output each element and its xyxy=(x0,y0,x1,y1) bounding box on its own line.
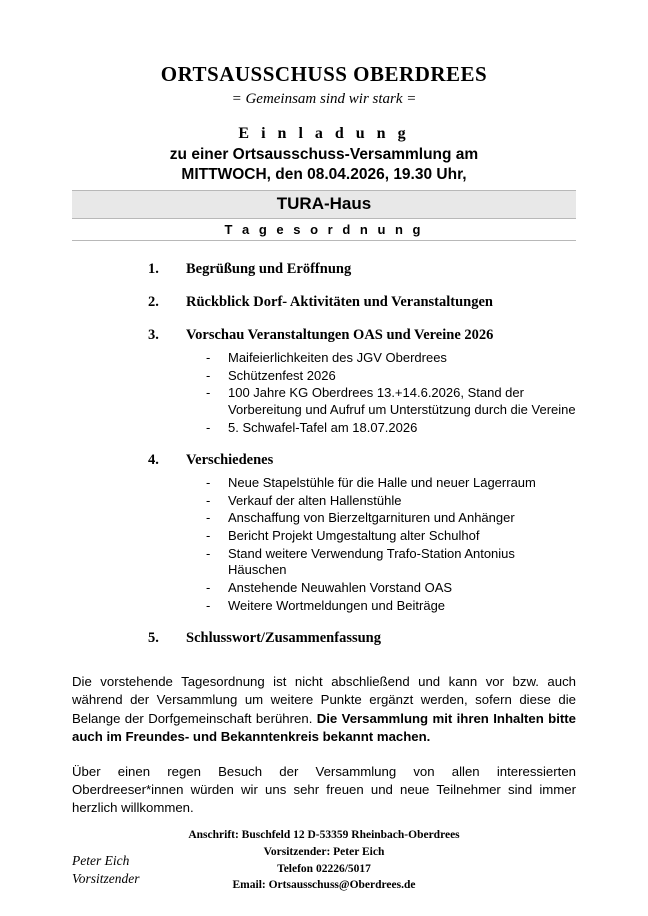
agenda-item xyxy=(80,630,576,647)
footer-phone: Telefon 02226/5017 xyxy=(277,862,371,875)
invitation-subject: zu einer Ortsausschuss-Versammlung am xyxy=(169,146,479,163)
agenda-subitem xyxy=(80,510,576,527)
agenda-subitem xyxy=(80,420,576,437)
agenda-item-title: Begrüßung und Eröffnung xyxy=(186,261,352,277)
agenda-subitem-list xyxy=(80,475,576,614)
dash-icon: - xyxy=(206,419,211,435)
agenda-item-title: Schlusswort/Zusammenfassung xyxy=(186,630,381,647)
paragraph-notice-plain: Die vorstehende Tagesordnung ist nicht abschließend und kann vor bzw. auch während der Versammlung um weitere Punkte ergänzt werden, sofern diese die Belange der Dorfgemeinschaft berühren. xyxy=(72,674,576,726)
agenda-subitem-text: 5. Schwafel-Tafel am 18.07.2026 xyxy=(228,419,418,435)
footer-chair: Vorsitzender: Peter Eich xyxy=(263,845,385,858)
agenda-item-title: Vorschau Veranstaltungen OAS und Vereine 2026 xyxy=(186,327,494,343)
agenda-subitem-text: Maifeierlichkeiten des JGV Oberdrees xyxy=(228,350,447,365)
agenda-subitem xyxy=(80,580,576,597)
invitation-word: E i n l a d u n g xyxy=(238,125,410,142)
dash-icon: - xyxy=(206,597,211,613)
dash-icon: - xyxy=(206,350,211,365)
dash-icon: - xyxy=(206,367,211,383)
agenda-subitem xyxy=(80,475,576,492)
document-footer xyxy=(0,827,648,894)
agenda-item-number: 4. xyxy=(148,452,159,469)
dash-icon: - xyxy=(206,492,211,508)
dash-icon: - xyxy=(206,475,211,491)
agenda-subitem-text: Neue Stapelstühle für die Halle und neuer Lagerraum xyxy=(228,475,536,491)
agenda-subitem xyxy=(80,493,576,510)
agenda-item-title: Rückblick Dorf- Aktivitäten und Veranstaltungen xyxy=(186,294,493,310)
agenda-subitem-text: Verkauf der alten Hallenstühle xyxy=(228,492,402,508)
invitation-datetime: MITTWOCH, den 08.04.2026, 19.30 Uhr, xyxy=(181,166,467,183)
venue-name: TURA-Haus xyxy=(276,194,372,213)
agenda-subitem xyxy=(80,385,576,418)
agenda-subitem-text: 100 Jahre KG Oberdrees 13.+14.6.2026, Stand der Vorbereitung und Aufruf um Unterstützung durch die Vereine xyxy=(228,385,576,417)
agenda-item-title: Verschiedenes xyxy=(186,452,274,469)
agenda-subitem xyxy=(80,528,576,545)
agenda-list xyxy=(72,261,576,647)
closing-paragraphs xyxy=(72,673,576,818)
agenda-item xyxy=(80,294,576,311)
footer-address: Anschrift: Buschfeld 12 D-53359 Rheinbach-Oberdrees xyxy=(188,829,460,842)
paragraph-notice-bold: Die Versammlung mit ihren Inhalten bitte auch im Freundes- und Bekanntenkreis bekannt machen. xyxy=(72,710,576,744)
invitation-header xyxy=(72,125,576,184)
agenda-subitem-text: Anstehende Neuwahlen Vorstand OAS xyxy=(228,579,453,595)
agenda-item xyxy=(80,452,576,469)
dash-icon: - xyxy=(206,385,211,401)
agenda-subitem xyxy=(80,598,576,615)
agenda-item xyxy=(80,261,576,278)
agenda-subitem xyxy=(80,546,576,579)
agenda-subitem-text: Bericht Projekt Umgestaltung alter Schulhof xyxy=(228,528,480,543)
agenda-subitem-text: Schützenfest 2026 xyxy=(228,367,336,383)
organization-motto: = Gemeinsam sind wir stark = xyxy=(231,91,417,107)
agenda-heading: T a g e s o r d n u n g xyxy=(72,219,576,241)
agenda-subitem-text: Stand weitere Verwendung Trafo-Station Antonius Häuschen xyxy=(228,545,515,578)
dash-icon: - xyxy=(206,510,211,526)
agenda-item-number: 5. xyxy=(148,630,159,647)
agenda-item xyxy=(80,327,576,344)
agenda-subitem-list xyxy=(80,350,576,436)
paragraph-notice xyxy=(72,673,576,746)
agenda-item-number: 3. xyxy=(148,327,159,343)
dash-icon: - xyxy=(206,579,211,595)
agenda-item-number: 1. xyxy=(148,261,159,277)
footer-email: Email: Ortsausschuss@Oberdrees.de xyxy=(232,879,416,892)
organization-title: ORTSAUSSCHUSS OBERDREES xyxy=(160,62,488,86)
agenda-subitem xyxy=(80,350,576,367)
dash-icon: - xyxy=(206,545,211,561)
agenda-subitem xyxy=(80,368,576,385)
dash-icon: - xyxy=(206,528,211,543)
agenda-item-number: 2. xyxy=(148,294,159,310)
agenda-subitem-text: Anschaffung von Bierzeltgarnituren und Anhänger xyxy=(228,510,515,526)
signature-role: Vorsitzender xyxy=(72,870,140,886)
paragraph-welcome: Über einen regen Besuch der Versammlung von allen interessierten Oberdreeser*innen würden wir uns sehr freuen und neue Teilnehmer sind immer herzlich willkommen. xyxy=(72,764,576,816)
agenda-subitem-text: Weitere Wortmeldungen und Beiträge xyxy=(228,597,446,613)
signature-name: Peter Eich xyxy=(72,852,130,868)
venue-bar xyxy=(72,190,576,219)
